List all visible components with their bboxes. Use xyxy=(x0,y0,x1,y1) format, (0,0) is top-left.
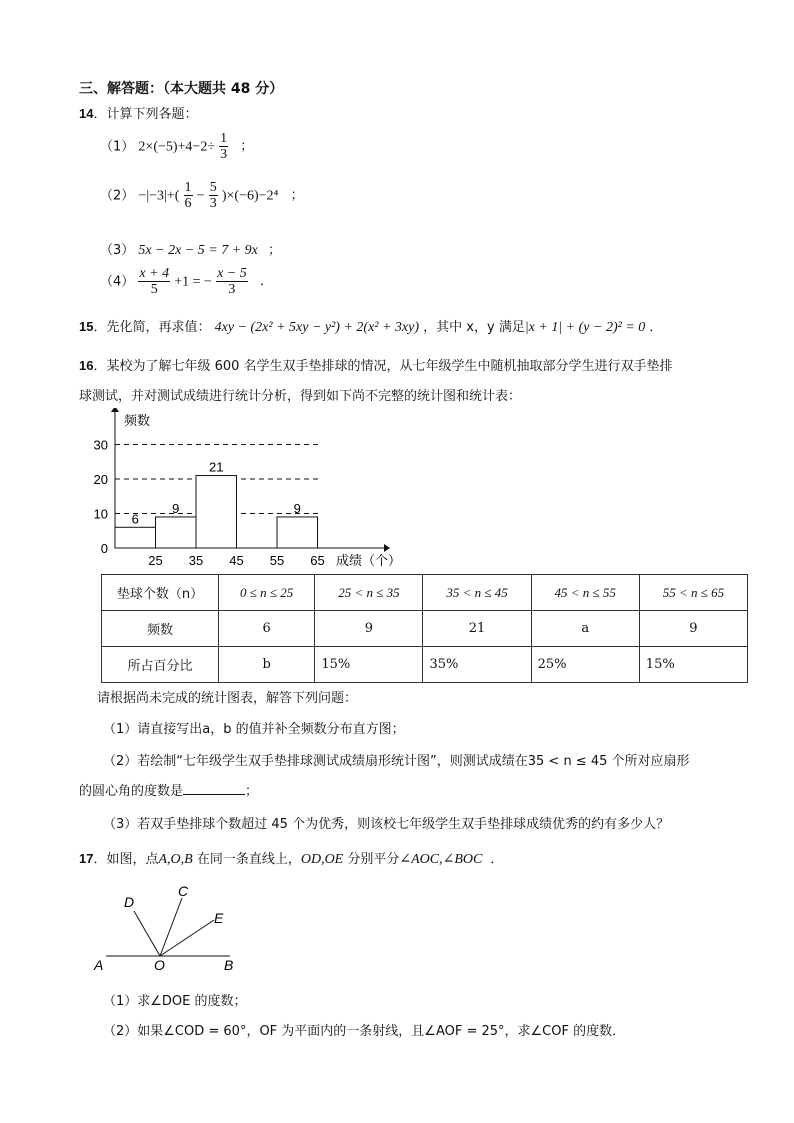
y-tick-label: 0 xyxy=(100,541,108,556)
separator: ； xyxy=(268,243,282,258)
bar-value-label: 6 xyxy=(131,511,139,527)
question-16-line-1 xyxy=(79,355,673,374)
fraction: $\frac{5}{3}$ xyxy=(209,180,217,212)
angles: ∠AOC,∠BOC xyxy=(399,852,483,867)
points: A,O,B xyxy=(158,852,193,867)
part-label: （2） xyxy=(100,188,135,204)
label-B: B xyxy=(224,957,234,973)
part-label: （4） xyxy=(100,274,135,290)
table-row-frequency xyxy=(102,611,748,647)
table-cell: 25% xyxy=(531,647,639,683)
question-stem: ．先化简，再求值： xyxy=(93,320,211,335)
bar-value-label: 9 xyxy=(172,500,180,516)
q16-sub-1: （1）请直接写出a，b 的值并补全频数分布直方图； xyxy=(103,722,405,737)
sub2-text: 的圆心角的度数是 xyxy=(79,784,184,799)
q17-sub-1: （1）求∠DOE 的度数； xyxy=(103,994,247,1009)
rays: OD,OE xyxy=(300,852,344,867)
y-tick-label: 20 xyxy=(93,472,108,487)
label-O: O xyxy=(154,957,165,973)
separator: ． xyxy=(259,274,273,290)
condition-text: ，其中 x，y 满足 xyxy=(423,320,525,335)
question-number: 17 xyxy=(79,851,94,866)
separator: ． xyxy=(490,852,504,867)
q14-part-1 xyxy=(100,131,253,163)
x-tick-label: 35 xyxy=(188,553,204,568)
x-axis-arrow xyxy=(384,544,390,552)
table-cell: 9 xyxy=(315,611,423,647)
table-cell: b xyxy=(219,647,315,683)
ray-OC xyxy=(160,898,182,956)
equation: 5x − 2x − 5 = 7 + 9x xyxy=(138,243,258,258)
statistics-table xyxy=(101,574,748,683)
separator: ； xyxy=(245,784,259,799)
y-tick-label: 10 xyxy=(93,506,108,522)
table-cell: 55 < n ≤ 65 xyxy=(639,575,747,611)
separator: ； xyxy=(240,139,254,155)
x-tick-label: 55 xyxy=(269,553,285,568)
table-cell: 45 < n ≤ 55 xyxy=(531,575,639,611)
q16-sub-3: （3）若双手垫排球个数超过 45 个为优秀，则该校七年级学生双手垫排球成绩优秀的约有多少人？ xyxy=(103,817,670,832)
q16-instructions: 请根据尚未完成的统计图表，解答下列问题： xyxy=(97,691,358,706)
table-cell: 15% xyxy=(639,647,747,683)
angle-diagram xyxy=(88,880,248,975)
frequency-histogram xyxy=(88,408,408,570)
part-label: （1） xyxy=(100,139,135,155)
question-17 xyxy=(79,848,503,868)
q14-part-4 xyxy=(100,266,273,298)
y-axis-arrow xyxy=(111,408,119,412)
label-C: C xyxy=(178,883,189,899)
y-tick-label: 30 xyxy=(93,437,108,453)
question-stem: ．计算下列各题： xyxy=(93,107,198,122)
table-cell: 垫球个数（n） xyxy=(102,575,219,611)
question-number: 14 xyxy=(79,106,94,121)
table-cell: 15% xyxy=(315,647,423,683)
q14-part-3 xyxy=(100,239,281,259)
q17-sub-2: （2）如果∠COD = 60°，OF 为平面内的一条射线，且∠AOF = 25°，求∠COF 的度数． xyxy=(103,1024,626,1039)
label-D: D xyxy=(124,894,135,910)
question-number: 15 xyxy=(79,319,94,334)
operator: − xyxy=(196,188,205,204)
x-axis-label: 成绩（个） xyxy=(336,553,402,568)
table-cell: 9 xyxy=(639,611,747,647)
question-stem: ．如图，点 xyxy=(93,852,159,867)
stem-text: 在同一条直线上， xyxy=(192,852,301,867)
fraction: $\frac{1}{3}$ xyxy=(220,131,228,163)
fraction: $\frac{x + 4}{5}$ xyxy=(139,266,170,298)
fraction: $\frac{x - 5}{3}$ xyxy=(217,266,247,298)
x-tick-label: 25 xyxy=(148,553,163,568)
table-row-percentage xyxy=(102,647,748,683)
bar-value-label: 21 xyxy=(209,459,224,475)
separator: ． xyxy=(649,320,663,335)
section-title: 三、解答题：（本大题共 48 分） xyxy=(79,81,284,97)
table-cell: 35 < n ≤ 45 xyxy=(423,575,531,611)
histogram-bar xyxy=(196,476,237,548)
expression: 4xy − (2x² + 5xy − y²) + 2(x² + 3xy) xyxy=(214,320,420,335)
q14-part-2 xyxy=(100,180,304,212)
ray-OE xyxy=(160,920,214,956)
answer-blank xyxy=(183,782,245,795)
table-cell: 6 xyxy=(219,611,315,647)
histogram-bar xyxy=(115,527,156,548)
part-label: （3） xyxy=(100,243,135,258)
expression: −|−3|+( xyxy=(138,188,180,204)
question-stem: ．某校为了解七年级 600 名学生双手垫排球的情况，从七年级学生中随机抽取部分学生进行双手垫排 xyxy=(93,359,673,374)
x-tick-label: 45 xyxy=(229,553,244,568)
q16-sub-2-line-1: （2）若绘制“七年级学生双手垫排球测试成绩扇形统计图”，则测试成绩在35 < n ≤ 45 个所对应扇形 xyxy=(103,754,690,769)
expression: 2×(−5)+4−2÷ xyxy=(138,139,216,155)
stem-text: 分别平分 xyxy=(343,852,400,867)
question-16-line-2: 球测试，并对测试成绩进行统计分析，得到如下尚不完整的统计图和统计表： xyxy=(79,389,522,404)
separator: ； xyxy=(290,188,304,204)
table-cell: 21 xyxy=(423,611,531,647)
table-cell: 25 < n ≤ 35 xyxy=(315,575,423,611)
x-tick-label: 65 xyxy=(310,553,325,568)
histogram-bar xyxy=(156,517,197,548)
table-cell: 0 ≤ n ≤ 25 xyxy=(219,575,315,611)
table-cell: a xyxy=(531,611,639,647)
question-15 xyxy=(79,316,662,336)
label-E: E xyxy=(214,910,224,926)
table-cell: 所占百分比 xyxy=(102,647,219,683)
histogram-bar xyxy=(277,517,318,548)
label-A: A xyxy=(94,957,104,973)
expression: +1 = − xyxy=(174,274,212,290)
table-row-header xyxy=(102,575,748,611)
bar-value-label: 9 xyxy=(293,500,301,516)
ray-OD xyxy=(134,911,160,956)
y-axis-label: 频数 xyxy=(124,413,151,428)
table-cell: 频数 xyxy=(102,611,219,647)
table-cell: 35% xyxy=(423,647,531,683)
question-number: 16 xyxy=(79,358,94,373)
question-14 xyxy=(79,103,197,122)
fraction: $\frac{1}{6}$ xyxy=(184,180,192,212)
condition-expression: |x + 1| + (y − 2)² = 0 xyxy=(524,320,646,335)
expression: )×(−6)−2⁴ xyxy=(221,188,279,204)
q16-sub-2-line-2 xyxy=(79,780,258,799)
